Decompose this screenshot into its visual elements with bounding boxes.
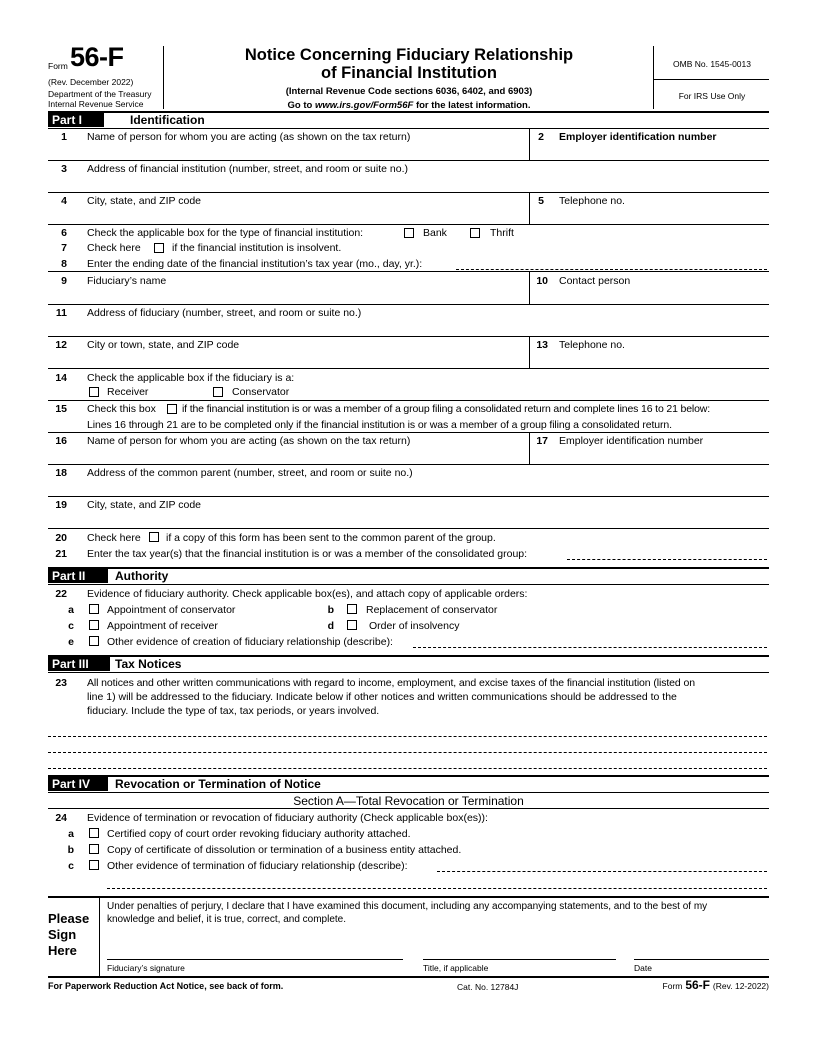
- line-24-number: 24: [55, 812, 67, 824]
- goto-prefix: Go to: [287, 100, 315, 111]
- line-10-input[interactable]: [559, 288, 767, 303]
- dissolution-certificate-checkbox[interactable]: [89, 844, 99, 854]
- line-22b-label: Replacement of conservator: [366, 604, 498, 616]
- line-8-input[interactable]: [456, 269, 767, 270]
- line-17-input[interactable]: [559, 448, 767, 463]
- line-9-number: 9: [61, 275, 67, 287]
- line-24c-letter: c: [68, 860, 74, 872]
- perjury-statement-2: knowledge and belief, it is true, correct, and complete.: [107, 914, 347, 925]
- line-5-label: Telephone no.: [559, 195, 625, 207]
- please-label: Please: [48, 911, 90, 926]
- line-18-number: 18: [55, 467, 67, 479]
- form-revision: (Rev. December 2022): [48, 77, 134, 87]
- line-20-label-b: if a copy of this form has been sent to the common parent of the group.: [166, 532, 496, 544]
- line-19-number: 19: [55, 499, 67, 511]
- line-6-number: 6: [61, 227, 67, 239]
- footer-revision: (Rev. 12-2022): [712, 981, 769, 991]
- line-4-number: 4: [61, 195, 67, 207]
- catalog-number: Cat. No. 12784J: [457, 982, 519, 992]
- line-22c-label: Appointment of receiver: [107, 620, 218, 632]
- line-21-label: Enter the tax year(s) that the financial institution is or was a member of the consolidated group:: [87, 548, 528, 560]
- part-4-tag: Part IV: [48, 777, 108, 791]
- form-word: Form: [48, 61, 68, 71]
- conservator-checkbox[interactable]: [213, 387, 223, 397]
- title-line-2: of Financial Institution: [321, 64, 497, 82]
- line-22a-label: Appointment of conservator: [107, 604, 236, 616]
- line-11-input[interactable]: [87, 320, 767, 335]
- line-22-number: 22: [55, 588, 67, 600]
- line-24c-input-1[interactable]: [437, 871, 767, 872]
- line-4-input[interactable]: [87, 208, 525, 223]
- footer-form-id: [600, 978, 769, 992]
- line-15-number: 15: [55, 403, 67, 415]
- line-20-label-a: Check here: [87, 532, 141, 544]
- line-9-label: Fiduciary’s name: [87, 275, 167, 287]
- title-field[interactable]: [423, 940, 616, 959]
- receiver-appointment-checkbox[interactable]: [89, 620, 99, 630]
- line-12-label: City or town, state, and ZIP code: [87, 339, 240, 351]
- line-24a-label: Certified copy of court order revoking fiduciary authority attached.: [107, 828, 411, 840]
- line-1-number: 1: [61, 131, 67, 143]
- line-1-label: Name of person for whom you are acting (as shown on the tax return): [87, 131, 411, 143]
- line-22e-label: Other evidence of creation of fiduciary relationship (describe):: [107, 636, 393, 648]
- line-14-number: 14: [55, 372, 67, 384]
- form-number: 56-F: [70, 42, 124, 72]
- line-23-input-2[interactable]: [48, 752, 767, 753]
- receiver-label: Receiver: [107, 386, 149, 398]
- line-13-input[interactable]: [559, 352, 767, 367]
- conservator-label: Conservator: [232, 386, 290, 398]
- line-19-input[interactable]: [87, 512, 767, 527]
- line-21-number: 21: [55, 548, 67, 560]
- line-16-label: Name of person for whom you are acting (as shown on the tax return): [87, 435, 411, 447]
- line-22a-letter: a: [68, 604, 74, 616]
- part-3-tag: Part III: [48, 657, 110, 671]
- thrift-label: Thrift: [490, 227, 514, 239]
- line-7-label-a: Check here: [87, 242, 141, 254]
- part-4-title: Revocation or Termination of Notice: [115, 777, 321, 791]
- line-5-number: 5: [538, 195, 544, 207]
- line-23-number: 23: [55, 677, 67, 689]
- department: Department of the Treasury: [48, 89, 152, 99]
- line-13-label: Telephone no.: [559, 339, 625, 351]
- line-22-label: Evidence of fiduciary authority. Check applicable box(es), and attach copy of applicable orders:: [87, 588, 528, 600]
- line-21-input[interactable]: [567, 559, 767, 560]
- line-15-note: Lines 16 through 21 are to be completed only if the financial institution is or was a member of a group filing a consolidated return.: [87, 419, 672, 431]
- line-6-label: Check the applicable box for the type of financial institution:: [87, 227, 364, 239]
- form-title: [165, 46, 653, 111]
- conservator-replacement-checkbox[interactable]: [347, 604, 357, 614]
- footer-form-word: Form: [662, 981, 683, 991]
- omb-number: OMB No. 1545-0013: [673, 59, 751, 69]
- consolidated-checkbox[interactable]: [167, 404, 177, 414]
- date-field[interactable]: [634, 940, 769, 959]
- goto-suffix: for the latest information.: [413, 100, 531, 111]
- line-17-label: Employer identification number: [559, 435, 704, 447]
- line-18-label: Address of the common parent (number, street, and room or suite no.): [87, 467, 413, 479]
- paperwork-notice: For Paperwork Reduction Act Notice, see back of form.: [48, 981, 284, 991]
- part-1-title: Identification: [130, 113, 205, 127]
- line-22e-letter: e: [68, 636, 74, 648]
- line-8-label: Enter the ending date of the financial institution’s tax year (mo., day, yr.):: [87, 258, 423, 270]
- bank-label: Bank: [423, 227, 447, 239]
- signature-field[interactable]: [107, 940, 403, 959]
- sent-to-parent-checkbox[interactable]: [149, 532, 159, 542]
- signature-label: Fiduciary’s signature: [107, 963, 185, 973]
- please-sign-here: [48, 911, 98, 959]
- line-23-input-1[interactable]: [48, 736, 767, 737]
- conservator-appointment-checkbox[interactable]: [89, 604, 99, 614]
- line-15-label-a: Check this box: [87, 403, 156, 415]
- line-22d-label: Order of insolvency: [369, 620, 460, 632]
- line-24b-label: Copy of certificate of dissolution or termination of a business entity attached.: [107, 844, 462, 856]
- line-3-number: 3: [61, 163, 67, 175]
- line-7-label-b: if the financial institution is insolvent.: [172, 242, 342, 254]
- line-24c-label: Other evidence of termination of fiduciary relationship (describe):: [107, 860, 408, 872]
- goto-url[interactable]: www.irs.gov/Form56F: [314, 100, 414, 111]
- part-2-title: Authority: [115, 569, 169, 583]
- form-header: [0, 0, 815, 112]
- receiver-checkbox[interactable]: [89, 387, 99, 397]
- line-16-number: 16: [55, 435, 67, 447]
- line-19-label: City, state, and ZIP code: [87, 499, 202, 511]
- bank-checkbox[interactable]: [404, 228, 414, 238]
- line-23-text-1: All notices and other written communications with regard to income, employment, and excise taxes of the financial institution (listed on: [87, 677, 695, 689]
- line-2-label: Employer identification number: [559, 131, 717, 143]
- part-1-tag: Part I: [48, 113, 104, 127]
- line-10-label: Contact person: [559, 275, 631, 287]
- title-label: Title, if applicable: [423, 963, 489, 973]
- line-14-label: Check the applicable box if the fiduciary is a:: [87, 372, 295, 384]
- line-2-number: 2: [538, 131, 544, 143]
- line-2-input[interactable]: [559, 144, 767, 159]
- other-termination-checkbox[interactable]: [89, 860, 99, 870]
- date-label: Date: [634, 963, 652, 973]
- line-17-number: 17: [536, 435, 548, 447]
- agency: Internal Revenue Service: [48, 99, 144, 109]
- section-a-title: Section A—Total Revocation or Termination: [293, 794, 524, 808]
- insolvent-checkbox[interactable]: [154, 243, 164, 253]
- line-24a-letter: a: [68, 828, 74, 840]
- other-evidence-checkbox[interactable]: [89, 636, 99, 646]
- line-10-number: 10: [536, 275, 548, 287]
- line-22e-input[interactable]: [413, 647, 767, 648]
- line-16-input[interactable]: [87, 448, 525, 463]
- part-2-tag: Part II: [48, 569, 108, 583]
- sign-label: Sign: [48, 927, 77, 942]
- part-3-title: Tax Notices: [115, 657, 182, 671]
- line-23-input-3[interactable]: [48, 768, 767, 769]
- line-22d-letter: d: [327, 620, 334, 632]
- line-23-text-3: fiduciary. Include the type of tax, tax periods, or years involved.: [87, 705, 380, 717]
- line-12-number: 12: [55, 339, 67, 351]
- perjury-statement-1: Under penalties of perjury, I declare that I have examined this document, including any accompanying statements, and to the best of my: [107, 901, 708, 912]
- line-5-input[interactable]: [559, 208, 767, 223]
- footer-form-number: 56-F: [685, 978, 710, 992]
- line-22b-letter: b: [327, 604, 334, 616]
- line-1-input[interactable]: [87, 144, 525, 159]
- insolvency-order-checkbox[interactable]: [347, 620, 357, 630]
- court-order-checkbox[interactable]: [89, 828, 99, 838]
- line-24-label: Evidence of termination or revocation of fiduciary authority (Check applicable box(es)):: [87, 812, 488, 824]
- line-11-label: Address of fiduciary (number, street, and room or suite no.): [87, 307, 362, 319]
- line-18-input[interactable]: [87, 480, 767, 495]
- line-13-number: 13: [536, 339, 548, 351]
- irs-use-only: For IRS Use Only: [678, 91, 746, 101]
- line-22c-letter: c: [68, 620, 74, 632]
- line-24c-input-2[interactable]: [107, 888, 767, 889]
- title-line-1: Notice Concerning Fiduciary Relationship: [244, 46, 574, 64]
- line-23-text-2: line 1) will be addressed to the fiduciary. Indicate below if other notices and written communications should be addressed to the: [87, 691, 677, 703]
- goto-line: [165, 100, 653, 111]
- line-8-number: 8: [61, 258, 67, 270]
- thrift-checkbox[interactable]: [470, 228, 480, 238]
- line-9-input[interactable]: [87, 288, 525, 303]
- line-24b-letter: b: [67, 844, 74, 856]
- line-3-input[interactable]: [87, 176, 767, 191]
- line-4-label: City, state, and ZIP code: [87, 195, 202, 207]
- code-sections: (Internal Revenue Code sections 6036, 6402, and 6903): [285, 86, 533, 97]
- line-20-number: 20: [55, 532, 67, 544]
- line-3-label: Address of financial institution (number, street, and room or suite no.): [87, 163, 408, 175]
- line-15-label-b: if the financial institution is or was a member of a group filing a consolidated return and complete lines 16 to 21 below:: [182, 403, 711, 415]
- here-label: Here: [48, 943, 77, 958]
- line-12-input[interactable]: [87, 352, 525, 367]
- line-11-number: 11: [55, 307, 67, 319]
- line-7-number: 7: [61, 242, 67, 254]
